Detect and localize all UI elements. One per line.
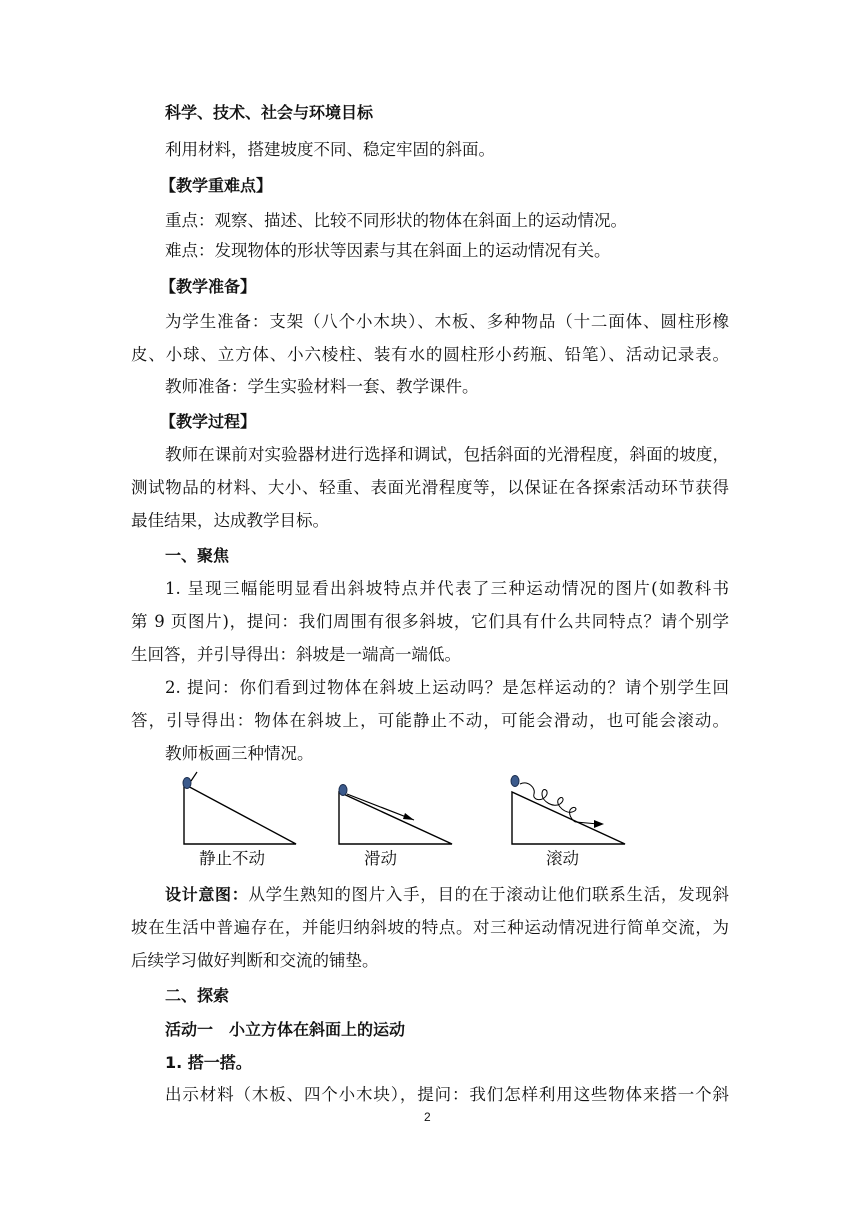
focus-3: 教师板画三种情况。 (165, 744, 314, 763)
static-marker-line (191, 772, 197, 781)
slide-arrow-line (347, 794, 414, 820)
goal-text: 利用材料，搭建坡度不同、稳定牢固的斜面。 (165, 140, 495, 159)
process-heading: 【教学过程】 (160, 412, 257, 431)
step-heading: 1. 搭一搭。 (165, 1053, 252, 1072)
design-intent-text-1: 从学生熟知的图片入手，目的在于滚动让他们联系生活，发现斜 (248, 885, 729, 904)
explore-heading: 二、探索 (165, 986, 230, 1005)
roll-arrow-head (594, 820, 604, 828)
design-intent-line-1 (165, 884, 729, 906)
process-line-2: 测试物品的材料、大小、轻重、表面光滑程度等，以保证在各探索活动环节获得 (131, 478, 729, 497)
caption-roll: 滚动 (546, 849, 579, 868)
process-line-1: 教师在课前对实验器材进行选择和调试，包括斜面的光滑程度，斜面的坡度， (165, 445, 729, 464)
student-prep-line-1: 为学生准备：支架（八个小木块）、木板、多种物品（十二面体、圆柱形橡 (165, 312, 729, 331)
slide-ball (339, 785, 347, 796)
difficulty-heading: 【教学重难点】 (160, 176, 273, 195)
focus-1-line-1: 1. 呈现三幅能明显看出斜坡特点并代表了三种运动情况的图片(如教科书 (165, 579, 729, 598)
design-intent-label: 设计意图： (165, 885, 249, 904)
slope-slide-triangle (339, 792, 452, 844)
focus-2-line-2: 答，引导得出：物体在斜坡上，可能静止不动，可能会滑动，也可能会滚动。 (131, 711, 729, 730)
difficult-point: 难点：发现物体的形状等因素与其在斜面上的运动情况有关。 (165, 241, 611, 260)
process-line-3: 最佳结果，达成教学目标。 (131, 511, 329, 530)
focus-1-line-3: 生回答，并引导得出：斜坡是一端高一端低。 (131, 645, 461, 664)
teacher-prep: 教师准备：学生实验材料一套、教学课件。 (165, 377, 479, 396)
focus-2-line-1: 2. 提问：你们看到过物体在斜坡上运动吗？是怎样运动的？请个别学生回 (165, 678, 729, 697)
slope-roll-figure (511, 776, 625, 845)
slide-arrow-head (403, 813, 414, 820)
student-prep-line-2: 皮、小球、立方体、小六棱柱、装有水的圆柱形小药瓶、铅笔）、活动记录表。 (131, 345, 729, 364)
roll-ball (511, 776, 519, 787)
key-point: 重点：观察、描述、比较不同形状的物体在斜面上的运动情况。 (165, 211, 627, 230)
slope-static-triangle (184, 784, 296, 844)
slope-static-figure (183, 772, 296, 844)
goal-heading: 科学、技术、社会与环境目标 (165, 103, 374, 122)
slope-slide-figure (339, 785, 452, 845)
caption-static: 静止不动 (199, 849, 265, 868)
activity-heading: 活动一 小立方体在斜面上的运动 (165, 1020, 406, 1039)
design-intent-line-2: 坡在生活中普遍存在，并能归纳斜坡的特点。对三种运动情况进行简单交流，为 (131, 918, 729, 937)
page-number: 2 (424, 1110, 431, 1124)
step-text: 出示材料（木板、四个小木块），提问：我们怎样利用这些物体来搭一个斜 (165, 1085, 729, 1104)
focus-1-line-2: 第 9 页图片)，提问：我们周围有很多斜坡，它们具有什么共同特点？请个别学 (131, 612, 729, 631)
slope-roll-triangle (512, 792, 625, 844)
static-ball (183, 778, 191, 789)
prep-heading: 【教学准备】 (160, 277, 257, 296)
focus-heading: 一、聚焦 (165, 546, 230, 565)
caption-slide: 滑动 (364, 849, 397, 868)
design-intent-line-3: 后续学习做好判断和交流的铺垫。 (131, 951, 379, 970)
roll-path (520, 783, 598, 824)
